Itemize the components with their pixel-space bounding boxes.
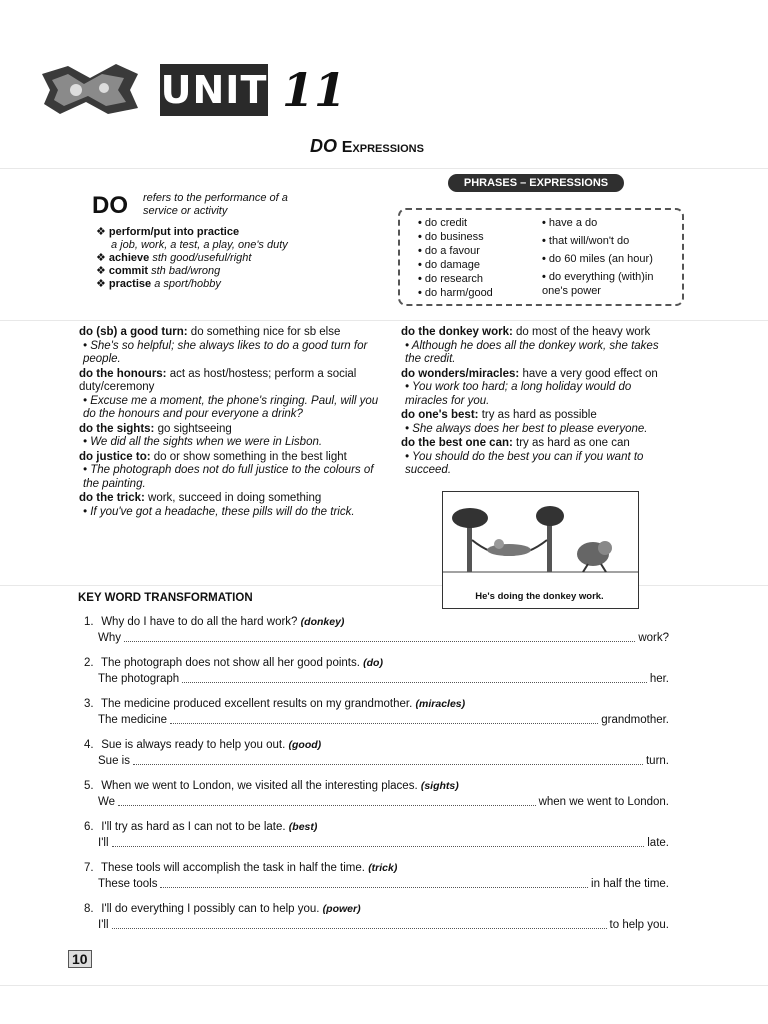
kwt-item: 8. I'll do everything I possibly can to help you. (power) I'll to help you. [84, 903, 669, 931]
kwt-item: 2. The photograph does not show all her good points. (do) The photograph her. [84, 657, 669, 685]
phrase-item: • do everything (with)in one's power [542, 270, 678, 298]
phrase-item: • do business [418, 230, 493, 244]
entry: do wonders/miracles: have a very good effect on • You work too hard; a long holiday would do miracles for you. [401, 367, 658, 407]
kwt-item: 7. These tools will accomplish the task in half the time. (trick) These tools in half the time. [84, 862, 669, 890]
phrase-item: • do 60 miles (an hour) [542, 252, 678, 266]
answer-blank[interactable] [112, 835, 645, 847]
answer-blank[interactable] [182, 671, 647, 683]
answer-blank[interactable] [133, 753, 643, 765]
kwt-item: 3. The medicine produced excellent results on my grandmother. (miracles) The medicine grandmother. [84, 698, 669, 726]
phrase-item: • do research [418, 272, 493, 286]
answer-blank[interactable] [118, 794, 536, 806]
phrase-item: • do a favour [418, 244, 493, 258]
entry: do the honours: act as host/hostess; perform a social duty/ceremony • Excuse me a moment, the phone's ringing. Paul, will you do the honours and pour everyone a drink? [79, 367, 379, 420]
meaning-label: ❖ practise a sport/hobby [96, 278, 221, 290]
phrase-item: • do harm/good [418, 286, 493, 300]
kwt-item: 5. When we went to London, we visited all the interesting places. (sights) We when we went to London. [84, 780, 669, 808]
kwt-item: 4. Sue is always ready to help you out. (good) Sue is turn. [84, 739, 669, 767]
unit-logo-icon [38, 60, 143, 118]
phrase-item: • have a do [542, 216, 678, 230]
page-title [310, 136, 424, 157]
illustration-caption: He's doing the donkey work. [475, 591, 604, 602]
entry: do justice to: do or show something in the best light • The photograph does not do full justice to the colours of the painting. [79, 450, 374, 490]
phrase-item: • do credit [418, 216, 493, 230]
page-number: 10 [68, 950, 92, 968]
do-heading: DO [92, 192, 128, 219]
entry: do the sights: go sightseeing • We did all the sights when we were in Lisbon. [79, 422, 323, 448]
entry: do (sb) a good turn: do something nice for sb else • She's so helpful; she always likes to do a good turn for people. [79, 326, 368, 365]
unit-label: UNIT [160, 64, 268, 116]
title-main: DO [310, 136, 337, 156]
entry: do the trick: work, succeed in doing something • If you've got a headache, these pills will do the trick. [79, 492, 355, 518]
right-entries [401, 326, 676, 479]
kwt-item: 1. Why do I have to do all the hard work? (donkey) Why work? [84, 616, 669, 644]
entry: do the best one can: try as hard as one can • You should do the best you can if you want to succeed. [401, 437, 644, 476]
answer-blank[interactable] [160, 876, 588, 888]
phrases-col-2 [542, 216, 678, 298]
answer-blank[interactable] [112, 917, 607, 929]
do-definition: refers to the performance of a service or activity [143, 192, 288, 217]
answer-blank[interactable] [124, 630, 635, 642]
left-entries [79, 326, 391, 520]
phrase-item: • that will/won't do [542, 234, 678, 248]
phrase-item: • do damage [418, 258, 493, 272]
unit-number: 11 [282, 63, 347, 117]
meaning-label: ❖ commit sth bad/wrong [96, 265, 221, 277]
phrases-heading: PHRASES – EXPRESSIONS [448, 174, 624, 192]
entry: do one's best: try as hard as possible • She always does her best to please everyone. [401, 409, 648, 435]
phrases-col-1 [418, 216, 493, 300]
answer-blank[interactable] [170, 712, 598, 724]
kwt-heading: KEY WORD TRANSFORMATION [78, 592, 253, 604]
meaning-sub: a job, work, a test, a play, one's duty [111, 239, 288, 251]
hammock-cartoon-icon [443, 492, 638, 592]
phrases-box [398, 208, 684, 306]
title-rest: Expressions [341, 139, 424, 156]
do-meanings [96, 226, 288, 291]
meaning-label: ❖ achieve sth good/useful/right [96, 252, 252, 264]
meaning-label: ❖ perform/put into practice [96, 226, 240, 238]
entry: do the donkey work: do most of the heavy work • Although he does all the donkey work, she takes the credit. [401, 326, 659, 365]
kwt-item: 6. I'll try as hard as I can not to be late. (best) I'll late. [84, 821, 669, 849]
